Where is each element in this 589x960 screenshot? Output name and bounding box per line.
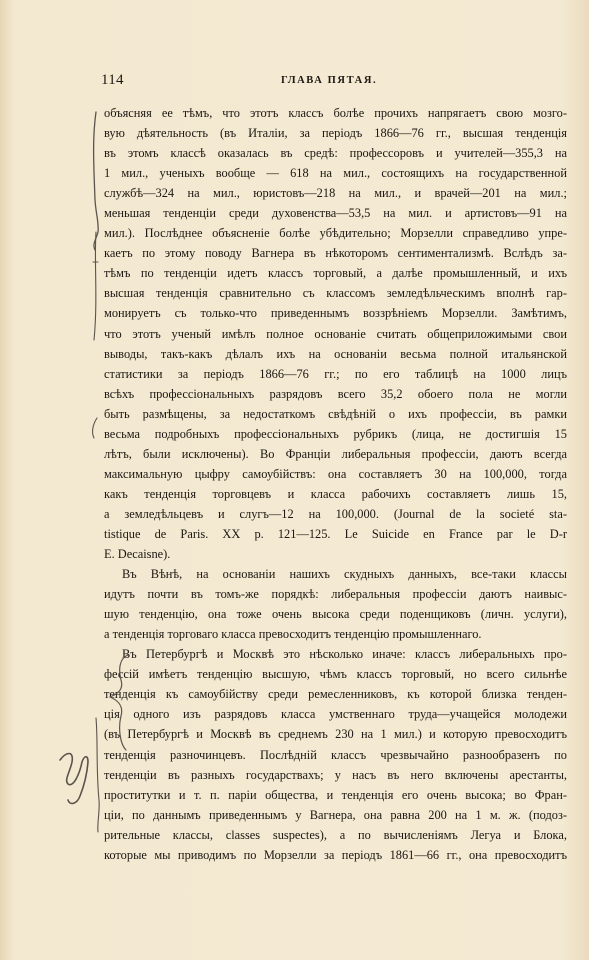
page-header <box>101 72 569 90</box>
text-line: идутъ почти въ томъ-же порядкѣ: либеральныя профессіи даютъ наивыс- <box>104 587 567 602</box>
text-line: тенденція къ самоубійству среди ремесленниковъ, къ которой близка тенден- <box>104 687 567 702</box>
text-line: мил.). Послѣднее объясненіе болѣе убѣдительно; Морзелли справедливо упре- <box>104 226 567 241</box>
text-line: быть размѣщены, за недостаткомъ свѣдѣній о ихъ профессіи, въ рамки <box>104 406 567 421</box>
text-line: а тенденція торговаго класса превосходитъ тенденцію промышленнаго. <box>104 627 482 642</box>
text-line: всѣхъ профессіональныхъ разрядовъ всего 35,2 обоего пола не могли <box>104 386 567 401</box>
text-line: 1 мил., ученыхъ вообще — 618 на мил., состоящихъ на государственной <box>104 166 567 181</box>
page-number: 114 <box>101 72 124 88</box>
text-line: E. Decaisne). <box>104 547 171 562</box>
text-line: статистики за періодъ 1866—76 гг.; по его таблицѣ на 1000 лицъ <box>104 366 567 381</box>
text-line: тѣмъ по тенденціи идетъ классъ торговый, а далѣе промышленный, и ихъ <box>104 266 567 281</box>
margin-bracket-mark <box>94 112 99 250</box>
margin-bracket-mark <box>94 232 96 340</box>
text-line: которые мы приводимъ по Морзелли за періодъ 1861—66 гг., она превосходитъ <box>104 847 567 862</box>
text-line: (въ Петербургѣ и Москвѣ въ среднемъ 230 на 1 мил.) и которую превосходитъ <box>104 727 567 742</box>
text-line: ціи, по даннымъ приведеннымъ у Вагнера, она равна 200 на 1 м. ж. (подоз- <box>104 807 567 822</box>
text-line: а земледѣльцевъ и слугъ—12 на 100,000. (Journal de la societé sta- <box>104 506 567 521</box>
text-line: службѣ—324 на мил., юристовъ—218 на мил., и врачей—201 на мил.; <box>104 186 567 201</box>
text-line: шую тенденцію, она тоже очень высока среди поденщиковъ (личн. услуги), <box>104 607 567 622</box>
text-line: ція одного изъ разрядовъ класса умственнаго труда—учащейся молодежи <box>104 707 567 722</box>
text-line: tistique de Paris. XX p. 121—125. Le Suicide en France par le D-r <box>104 526 567 541</box>
text-line: меньшая тенденціи среди духовенства—53,5 на мил. и артистовъ—91 на <box>104 206 567 221</box>
text-line: фессій имѣетъ тенденцію высшую, чѣмъ классъ торговый, но всего сильнѣе <box>104 667 567 682</box>
handwritten-initial <box>60 754 88 804</box>
text-line: монируетъ съ только-что приведеннымъ воззрѣніемъ Морзелли. Замѣтимъ, <box>104 306 567 321</box>
running-title: ГЛАВА ПЯТАЯ. <box>281 75 378 86</box>
text-line: выводы, такъ-какъ дѣлалъ ихъ на основаніи весьма полной итальянской <box>104 346 567 361</box>
text-line: Въ Петербургѣ и Москвѣ это нѣсколько иначе: классъ либеральныхъ про- <box>122 647 567 662</box>
text-line: какъ тенденція торговцевъ и класса рабочихъ составляетъ лишь 15, <box>104 486 567 501</box>
text-line: лѣтъ, были исключены). Во Франціи либеральныя профессіи, даютъ всегда <box>104 446 567 461</box>
margin-bracket-mark <box>96 718 99 832</box>
text-line: рительные классы, classes suspectes), а по вычисленіямъ Легуа и Блока, <box>104 827 567 842</box>
text-line: объясняя ее тѣмъ, что этотъ классъ болѣе прочихъ напрягаетъ свою мозго- <box>104 106 567 120</box>
text-line: что этотъ ученый имѣлъ полное основаніе считать общеприложимыми свои <box>104 326 567 341</box>
text-line: тенденціи въ разныхъ государствахъ; у насъ въ него включены арестанты, <box>104 767 567 782</box>
text-line: максимальную цыфру самоубійствъ: она составляетъ 30 на 100,000, тогда <box>104 466 567 481</box>
text-line: каетъ по этому поводу Вагнера въ нѣкоторомъ сентиментализмѣ. Вслѣдъ за- <box>104 246 567 261</box>
text-line: въ этомъ классѣ оказалась въ средѣ: профессоровъ и учителей—355,3 на <box>104 146 567 161</box>
text-line: тенденція разночинцевъ. Послѣдній классъ чрезвычайно разнообразенъ по <box>104 747 567 762</box>
text-line: Въ Вѣнѣ, на основаніи нашихъ скудныхъ данныхъ, все-таки классы <box>122 567 567 582</box>
text-line: вую дѣятельность (въ Италіи, за періодъ 1866—76 гг., высшая тенденція <box>104 126 567 141</box>
text-line: проститутки и т. п. паріи общества, и тенденція его очень высока; во Фран- <box>104 787 567 802</box>
body-text <box>104 103 567 865</box>
text-line: высшая тенденція сравнительно съ классомъ земледѣльческимъ вполнѣ гар- <box>104 286 567 301</box>
text-line: весьма подробныхъ профессіональныхъ рубрикъ (лица, не достигшія 15 <box>104 426 567 441</box>
margin-bracket-mark <box>93 418 97 438</box>
